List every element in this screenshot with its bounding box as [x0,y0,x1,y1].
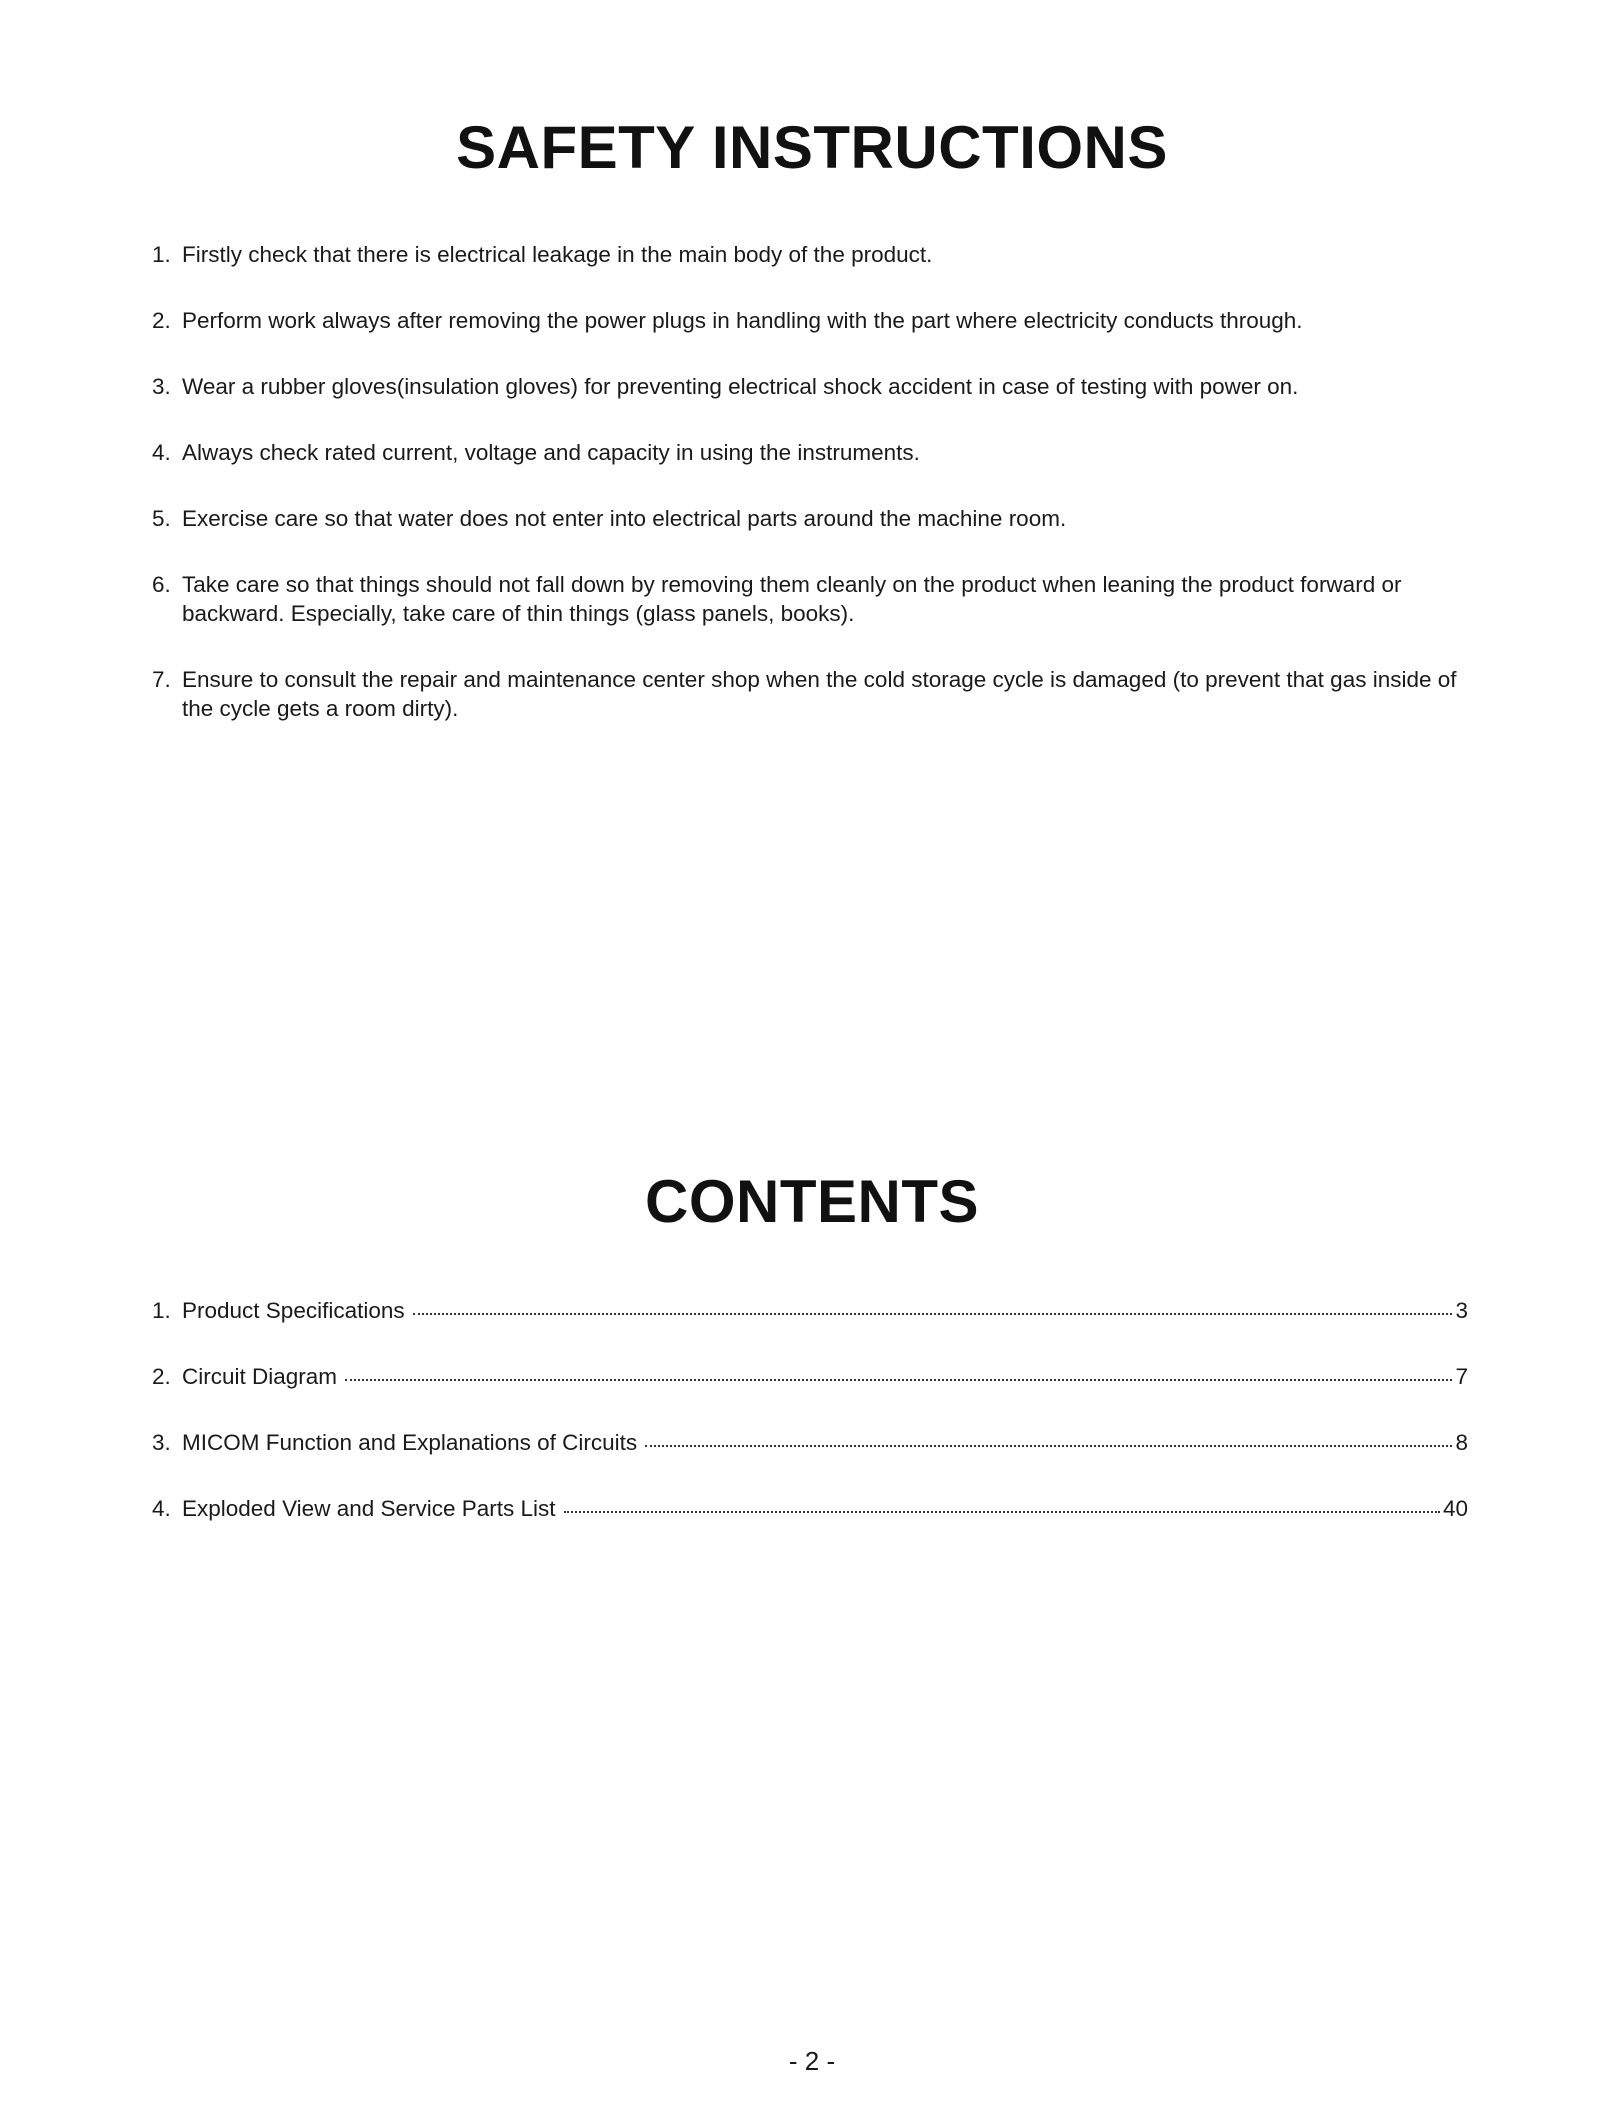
safety-item-number: 1. [152,242,171,267]
safety-instructions-heading: SAFETY INSTRUCTIONS [456,114,1168,181]
toc-entry-title: Circuit Diagram [182,1364,338,1389]
safety-item-number: 7. [152,667,171,692]
toc-dot-leader [564,1511,1440,1513]
safety-item-text: Always check rated current, voltage and capacity in using the instruments. [182,440,920,465]
toc-entry-page: 8 [1455,1430,1468,1455]
safety-item [152,665,1482,723]
toc-entry-title: MICOM Function and Explanations of Circuits [182,1430,638,1455]
safety-item-number: 4. [152,440,171,465]
safety-item-text: Perform work always after removing the power plugs in handling with the part where electricity conducts through. [182,308,1303,333]
toc-entry-title: Product Specifications [182,1298,405,1323]
toc-entry-number: 4. [152,1496,171,1521]
toc-entry-page: 40 [1442,1496,1468,1521]
safety-item-number: 2. [152,308,171,333]
toc-entry-number: 1. [152,1298,171,1323]
toc-entry[interactable] [152,1296,1468,1325]
safety-item-text: Firstly check that there is electrical leakage in the main body of the product. [182,242,933,267]
safety-item-text: Take care so that things should not fall down by removing them cleanly on the product when leaning the product forward or backward. Especially, take care of thin things (glass panels, books). [182,572,1402,626]
toc-entry-page: 7 [1455,1364,1468,1389]
toc-entry[interactable] [152,1428,1468,1457]
toc-entry-page: 3 [1455,1298,1468,1323]
safety-item [152,240,1482,269]
toc-entry[interactable] [152,1494,1468,1523]
safety-item [152,372,1482,401]
safety-item [152,570,1482,628]
safety-instructions-list [152,240,1482,760]
contents-heading: CONTENTS [645,1168,979,1235]
safety-item [152,306,1482,335]
table-of-contents [152,1296,1468,1560]
toc-entry-number: 2. [152,1364,171,1389]
safety-item-text: Wear a rubber gloves(insulation gloves) for preventing electrical shock accident in case of testing with power on. [182,374,1299,399]
toc-dot-leader [345,1379,1452,1381]
toc-dot-leader [645,1445,1452,1447]
safety-item [152,438,1482,467]
safety-item-number: 3. [152,374,171,399]
safety-item-text: Exercise care so that water does not enter into electrical parts around the machine room. [182,506,1067,531]
safety-item-number: 5. [152,506,171,531]
safety-item [152,504,1482,533]
safety-item-text: Ensure to consult the repair and maintenance center shop when the cold storage cycle is damaged (to prevent that gas inside of the cycle gets a room dirty). [182,667,1457,721]
toc-entry[interactable] [152,1362,1468,1391]
safety-item-number: 6. [152,572,171,597]
page-number: - 2 - [788,2046,836,2076]
toc-entry-number: 3. [152,1430,171,1455]
toc-dot-leader [413,1313,1453,1315]
toc-entry-title: Exploded View and Service Parts List [182,1496,556,1521]
